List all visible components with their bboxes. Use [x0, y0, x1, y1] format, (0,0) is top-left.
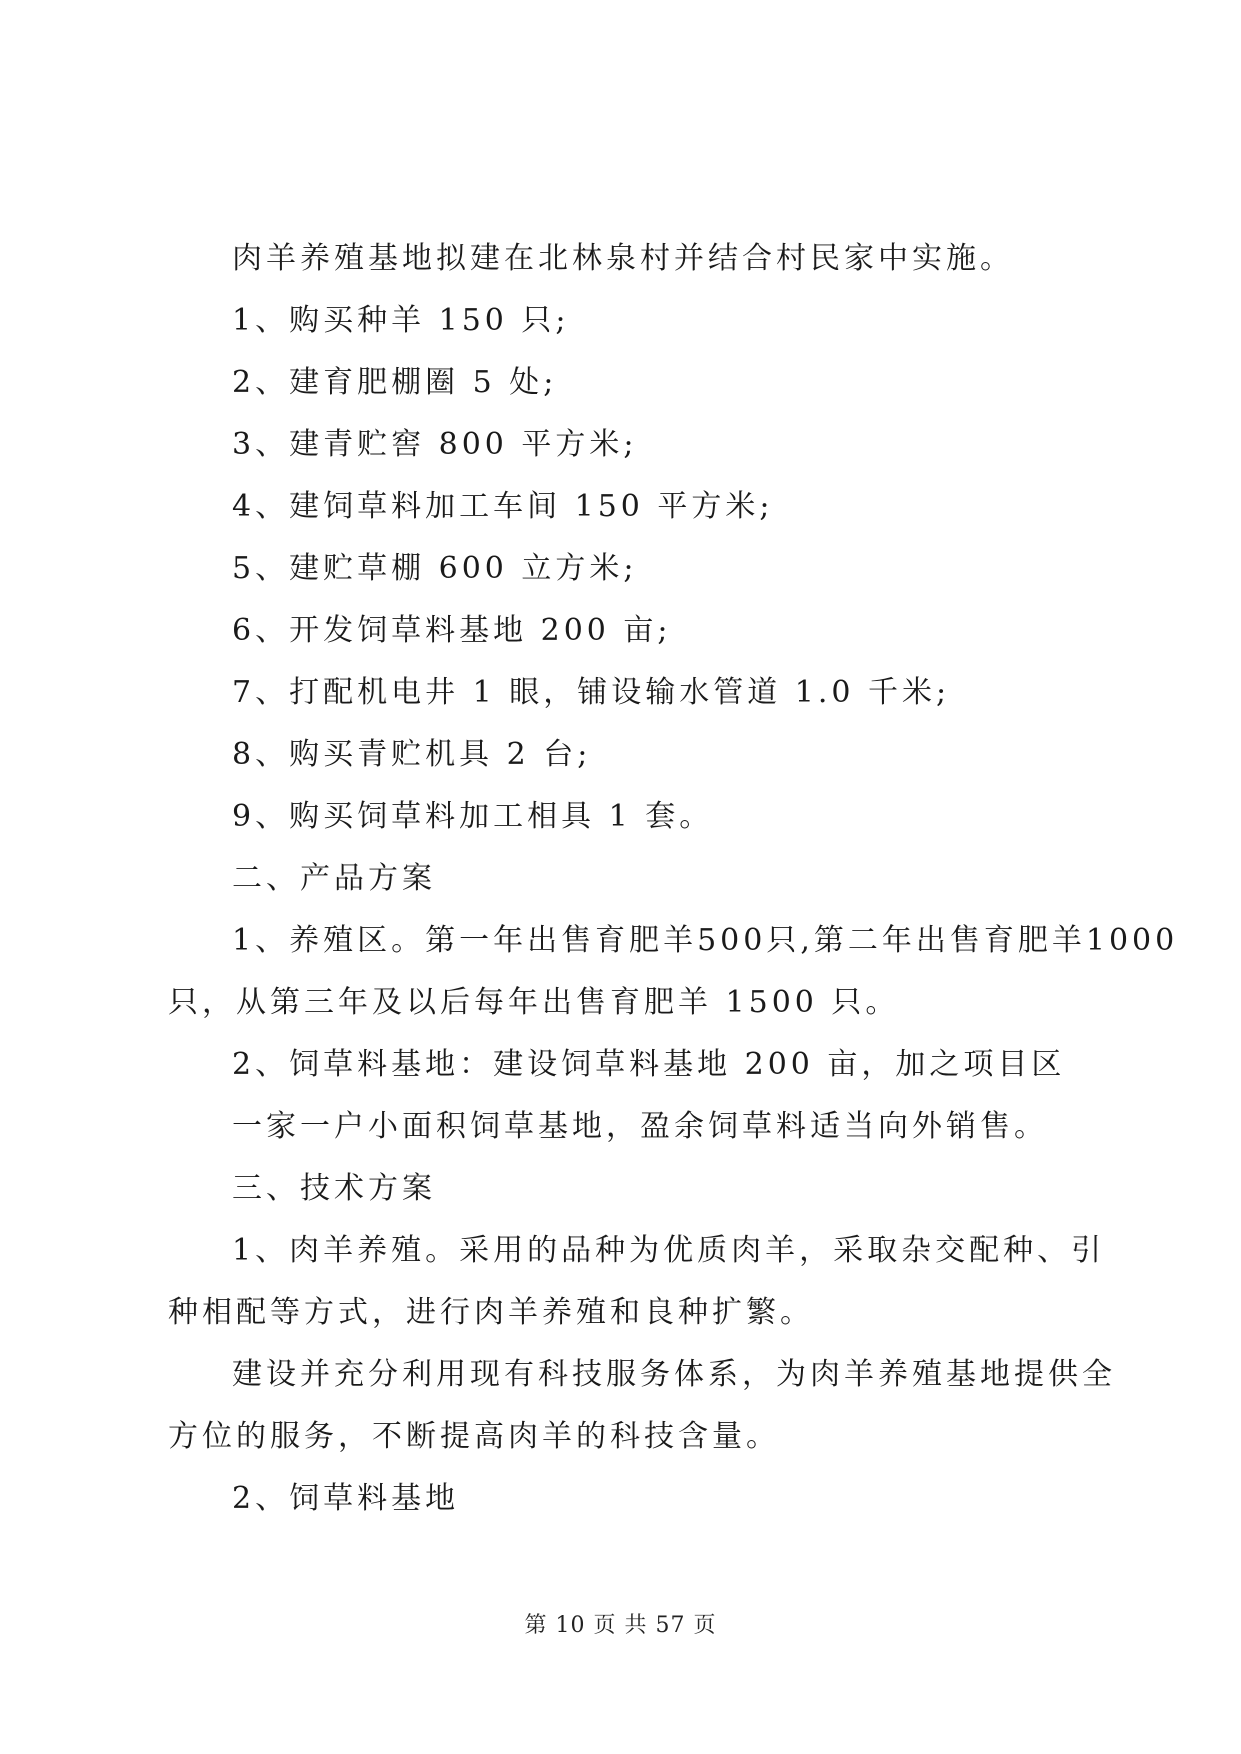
list-item: 9、购买饲草料加工相具 1 套。	[232, 799, 714, 834]
list-item: 4、建饲草料加工车间 150 平方米;	[232, 489, 774, 524]
page-number-footer: 第 10 页 共 57 页	[524, 1613, 717, 1638]
list-item: 8、购买青贮机具 2 台;	[232, 737, 592, 772]
paragraph-line: 种相配等方式，进行肉羊养殖和良种扩繁。	[168, 1295, 814, 1330]
list-item: 5、建贮草棚 600 立方米;	[232, 551, 638, 586]
list-item: 7、打配机电井 1 眼，铺设输水管道 1.0 千米;	[232, 675, 951, 710]
list-item: 2、建育肥棚圈 5 处;	[232, 365, 558, 400]
paragraph-line: 建设并充分利用现有科技服务体系，为肉羊养殖基地提供全	[232, 1357, 1116, 1392]
paragraph-line: 方位的服务，不断提高肉羊的科技含量。	[168, 1419, 780, 1454]
paragraph-line: 一家一户小面积饲草基地，盈余饲草料适当向外销售。	[232, 1109, 1048, 1144]
subsection-heading: 2、饲草料基地	[232, 1481, 460, 1516]
paragraph-line: 肉羊养殖基地拟建在北林泉村并结合村民家中实施。	[232, 241, 1014, 276]
paragraph-line: 1、养殖区。第一年出售育肥羊500只,第二年出售育肥羊1000	[232, 923, 1179, 958]
document-body	[168, 228, 1179, 1530]
paragraph-line: 只，从第三年及以后每年出售育肥羊 1500 只。	[168, 985, 900, 1020]
list-item: 3、建青贮窖 800 平方米;	[232, 427, 638, 462]
list-item: 6、开发饲草料基地 200 亩;	[232, 613, 672, 648]
paragraph-line: 1、肉羊养殖。采用的品种为优质肉羊，采取杂交配种、引	[232, 1233, 1106, 1268]
section-heading: 二、产品方案	[232, 861, 436, 896]
paragraph-line: 2、饲草料基地：建设饲草料基地 200 亩，加之项目区	[232, 1047, 1066, 1082]
list-item: 1、购买种羊 150 只;	[232, 303, 570, 338]
section-heading: 三、技术方案	[232, 1171, 436, 1206]
